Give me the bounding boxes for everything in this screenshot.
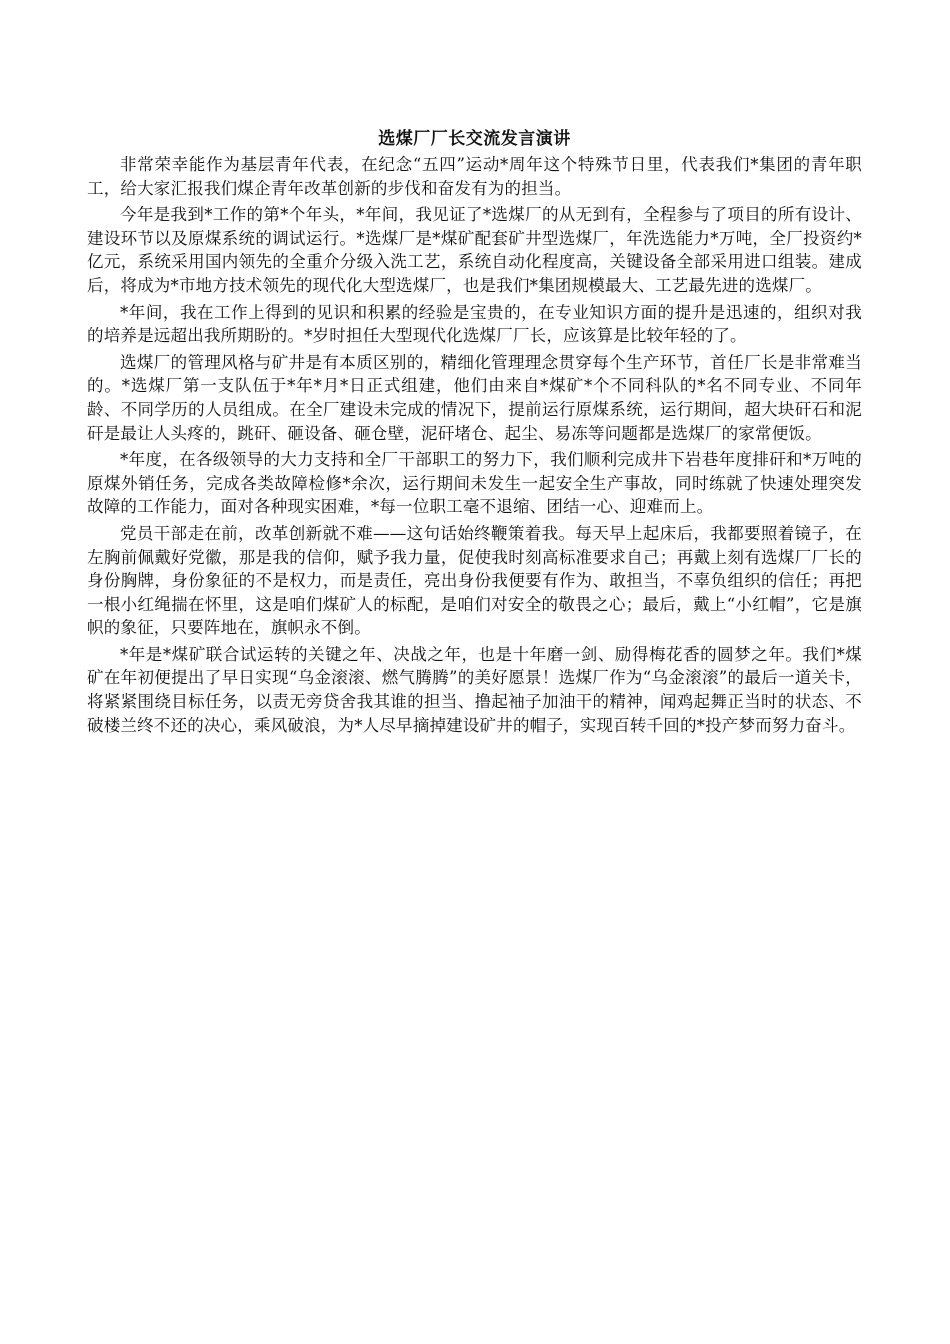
paragraph: 非常荣幸能作为基层青年代表，在纪念“五四”运动*周年这个特殊节日里，代表我们*集团的青年职工，给大家汇报我们煤企青年改革创新的步伐和奋发有为的担当。: [87, 155, 862, 198]
document-page: [87, 127, 862, 740]
paragraph: *年是*煤矿联合试运转的关键之年、决战之年，也是十年磨一剑、励得梅花香的圆梦之年。我们*煤矿在年初便提出了早日实现“乌金滚滚、燃气腾腾”的美好愿景！选煤厂作为“乌金滚滚”的最后一道关卡，将紧紧围绕目标任务，以责无旁贷舍我其谁的担当、撸起袖子加油干的精神，闻鸡起舞正当时的状态、不破楼兰终不还的决心，乘风破浪，为*人尽早摘掉建设矿井的帽子，实现百转千回的*投产梦而努力奋斗。: [87, 644, 862, 735]
document-title: 选煤厂厂长交流发言演讲: [378, 129, 571, 149]
paragraph: 今年是我到*工作的第*个年头，*年间，我见证了*选煤厂的从无到有，全程参与了项目的所有设计、建设环节以及原煤系统的调试运行。*选煤厂是*煤矿配套矿井型选煤厂，年洗选能力*万吨，全厂投资约*亿元，系统采用国内领先的全重介分级入洗工艺，系统自动化程度高，关键设备全部采用进口组装。建成后，将成为*市地方技术领先的现代化大型选煤厂，也是我们*集团规模最大、工艺最先进的选煤厂。: [87, 205, 862, 295]
paragraph: *年间，我在工作上得到的见识和积累的经验是宝贵的，在专业知识方面的提升是迅速的，组织对我的培养是远超出我所期盼的。*岁时担任大型现代化选煤厂厂长，应该算是比较年轻的了。: [87, 302, 862, 346]
paragraph: 党员干部走在前，改革创新就不难——这句话始终鞭策着我。每天早上起床后，我都要照着镜子，在左胸前佩戴好党徽，那是我的信仰，赋予我力量，促使我时刻高标准要求自己；再戴上刻有选煤厂厂长的身份胸牌，身份象征的不是权力，而是责任，亮出身份我便要有作为、敢担当，不辜负组织的信任；再把一根小红绳揣在怀里，这是咱们煤矿人的标配，是咱们对安全的敬畏之心；最后，戴上“小红帽”，它是旗帜的象征，只要阵地在，旗帜永不倒。: [87, 523, 862, 638]
paragraph: 选煤厂的管理风格与矿井是有本质区别的，精细化管理理念贯穿每个生产环节，首任厂长是非常难当的。*选煤厂第一支队伍于*年*月*日正式组建，他们由来自*煤矿*个不同科队的*名不同专业、不同年龄、不同学历的人员组成。在全厂建设未完成的情况下，提前运行原煤系统，运行期间，超大块矸石和泥矸是最让人头疼的，跳矸、砸设备、砸仓壁，泥矸堵仓、起尘、易冻等问题都是选煤厂的家常便饭。: [87, 352, 862, 443]
paragraph: *年度，在各级领导的大力支持和全厂干部职工的努力下，我们顺利完成井下岩巷年度排矸和*万吨的原煤外销任务，完成各类故障检修*余次，运行期间未发生一起安全生产事故，同时练就了快速处理突发故障的工作能力，面对各种现实困难，*每一位职工毫不退缩、团结一心、迎难而上。: [87, 450, 862, 517]
